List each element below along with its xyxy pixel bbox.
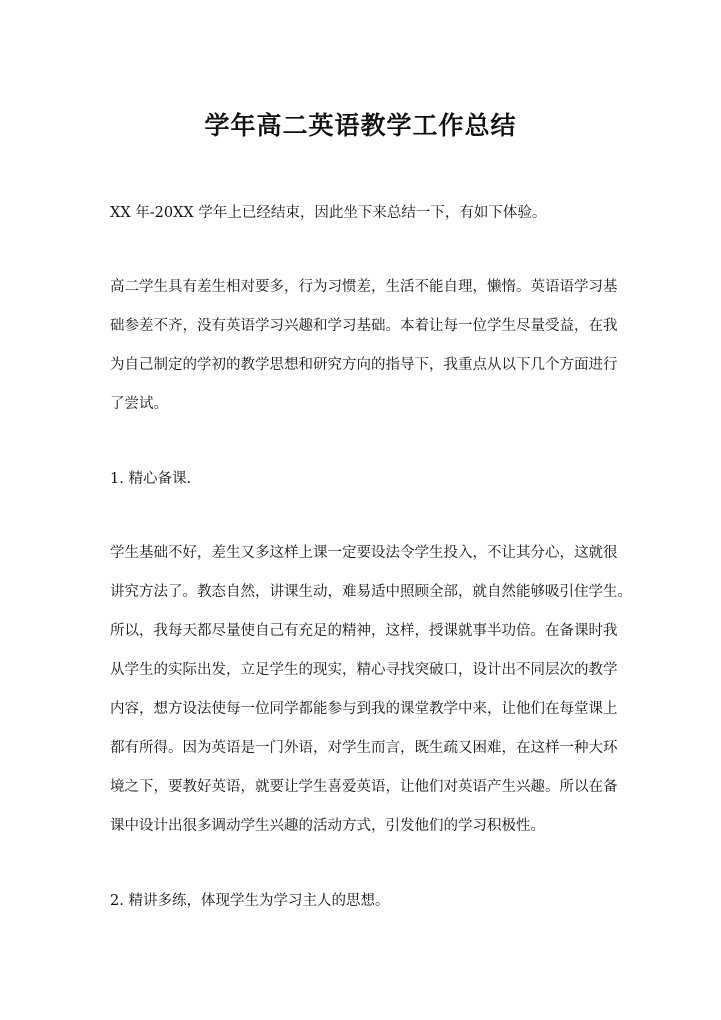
paragraph2-line: 境之下，要教好英语，就要让学生喜爱英语，让他们对英语产生兴趣。所以在备 bbox=[110, 779, 618, 795]
paragraph2-line: 都有所得。因为英语是一门外语，对学生而言，既生疏又困难，在这样一种大环 bbox=[110, 740, 618, 756]
paragraph2-line: 课中设计出很多调动学生兴趣的活动方式，引发他们的学习积极性。 bbox=[110, 818, 545, 834]
document-title: 学年高二英语教学工作总结 bbox=[204, 111, 517, 140]
section-heading-2: 2. 精讲多练，体现学生为学习主人的思想。 bbox=[110, 893, 390, 909]
paragraph1-line: 为自己制定的学初的教学思想和研究方向的指导下，我重点从以下几个方面进行 bbox=[110, 357, 618, 373]
paragraph1-line: 了尝试。 bbox=[110, 396, 168, 412]
paragraph1-line: 础参差不齐，没有英语学习兴趣和学习基础。本着让每一位学生尽量受益，在我 bbox=[110, 318, 618, 334]
paragraph2-line: 从学生的实际出发，立足学生的现实，精心寻找突破口，设计出不同层次的教学 bbox=[110, 662, 618, 678]
paragraph2-line: 学生基础不好，差生又多这样上课一定要设法令学生投入，不让其分心，这就很 bbox=[110, 545, 618, 561]
intro-text: XX 年-20XX 学年上已经结束，因此坐下来总结一下，有如下体验。 bbox=[110, 205, 547, 221]
paragraph2-line: 所以，我每天都尽量使自己有充足的精神，这样，授课就事半功倍。在备课时我 bbox=[110, 623, 618, 639]
section-heading-1: 1. 精心备课. bbox=[110, 471, 192, 487]
paragraph1-line: 高二学生具有差生相对要多，行为习惯差，生活不能自理，懒惰。英语语学习基 bbox=[110, 279, 618, 295]
paragraph2-line: 内容，想方设法使每一位同学都能参与到我的课堂教学中来，让他们在每堂课上 bbox=[110, 701, 618, 717]
paragraph2-line: 讲究方法了。教态自然，讲课生动，难易适中照顾全部，就自然能够吸引住学生。 bbox=[110, 584, 632, 600]
